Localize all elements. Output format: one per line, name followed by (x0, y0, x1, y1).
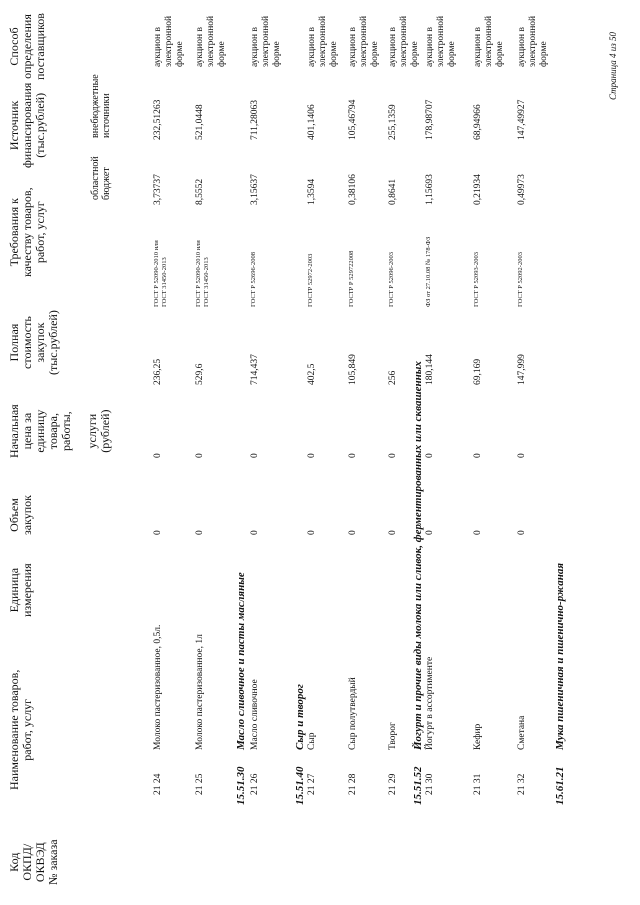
header-name: Наименование товаров, работ, услуг (7, 669, 34, 790)
row-method: аукцион в электронной форме (517, 15, 549, 67)
row-total: 147,999 (517, 354, 527, 385)
row-total: 714,437 (250, 354, 260, 385)
header-price: Начальная цена за единицу товара, работы, услуги (рублей) (7, 404, 112, 458)
row-method: аукцион в электронной форме (473, 15, 505, 67)
row-total: 402,5 (307, 363, 317, 385)
row-code: 21 32 (517, 773, 527, 795)
row-volume: 0 (425, 530, 435, 535)
row-code: 21 29 (388, 773, 398, 795)
row-name: Кефир (473, 723, 483, 750)
row-name: Сметана (517, 715, 527, 750)
row-requirements: ГОСТР 52972-2003 (307, 253, 314, 307)
row-name: Творог (388, 722, 398, 750)
row-requirements: ГОСТ Р 52092-2003 (517, 252, 524, 307)
row-extra: 105,46794 (348, 99, 358, 140)
row-code: 21 26 (250, 773, 260, 795)
row-code: 21 24 (153, 773, 163, 795)
header-code: Код ОКПД/ ОКВЭД № заказа (7, 839, 60, 885)
row-code: 21 27 (307, 773, 317, 795)
row-requirements: ФЗ от 27.10.08 № 178-ФЗ (425, 236, 432, 307)
row-volume: 0 (250, 530, 260, 535)
section-name: Сыр и творог (294, 684, 306, 750)
row-volume: 0 (517, 530, 527, 535)
row-regional: 8,5552 (195, 178, 205, 205)
row-volume: 0 (348, 530, 358, 535)
row-price: 0 (473, 453, 483, 458)
row-name: Сыр (307, 732, 317, 750)
row-volume: 0 (153, 530, 163, 535)
section-code: 15.61.21 (554, 766, 566, 805)
header-funding: Источник финансирования (тыс.рублей) (7, 82, 47, 168)
row-method: аукцион в электронной форме (250, 15, 282, 67)
section-name: Йогурт и прочие виды молока или сливок, ферментированных или сквашенных (412, 361, 424, 750)
row-name: Масло сливочное (250, 679, 260, 750)
section-name: Масло сливочное и пасты масляные (235, 572, 247, 750)
header-volume: Объем закупок (7, 495, 34, 535)
row-price: 0 (348, 453, 358, 458)
header-funding-extra: внебюджетные источники (90, 74, 112, 138)
row-regional: 3,73737 (153, 174, 163, 205)
row-price: 0 (425, 453, 435, 458)
row-extra: 521,0448 (195, 104, 205, 140)
row-price: 0 (195, 453, 205, 458)
row-extra: 232,51263 (153, 99, 163, 140)
row-regional: 1,15693 (425, 174, 435, 205)
row-regional: 0,49973 (517, 174, 527, 205)
section-code: 15.51.40 (294, 766, 306, 805)
row-volume: 0 (388, 530, 398, 535)
row-method: аукцион в электронной форме (195, 15, 227, 67)
row-total: 69,169 (473, 358, 483, 385)
row-name: Молоко пастеризованное, 1л (195, 634, 205, 750)
row-regional: 0,38106 (348, 174, 358, 205)
row-code: 21 28 (348, 773, 358, 795)
row-total: 105,849 (348, 354, 358, 385)
row-regional: 3,15637 (250, 174, 260, 205)
row-method: аукцион в электронной форме (348, 15, 380, 67)
row-regional: 0,8641 (388, 178, 398, 205)
row-requirements: ГОСТ Р 52093-2003 (473, 252, 480, 307)
row-name: Сыр полутвердый (348, 677, 358, 750)
row-method: аукцион в электронной форме (388, 15, 420, 67)
section-name: Мука пшеничная и пшенично-ржаная (554, 562, 566, 750)
page-number: Страница 4 из 50 (608, 32, 618, 100)
row-method: аукцион в электронной форме (425, 15, 457, 67)
section-code: 15.51.52 (412, 766, 424, 805)
header-funding-regional: областной бюджет (90, 156, 112, 200)
row-name: Йогурт в ассортименте (425, 656, 435, 750)
row-requirements: ГОСТ Р 52696-2008 (250, 252, 257, 307)
row-method: аукцион в электронной форме (307, 15, 339, 67)
row-name: Молоко пастеризованное, 0,5л. (153, 624, 163, 750)
header-requirements: Требования к качеству товаров, работ, услуг (7, 187, 47, 277)
row-requirements: ГОСТР Р 529722008 (348, 250, 355, 307)
row-volume: 0 (307, 530, 317, 535)
row-total: 180,144 (425, 354, 435, 385)
row-regional: 1,3594 (307, 178, 317, 205)
section-code: 15.51.30 (235, 766, 247, 805)
row-total: 236,25 (153, 358, 163, 385)
row-extra: 68,94966 (473, 104, 483, 140)
row-volume: 0 (473, 530, 483, 535)
row-price: 0 (153, 453, 163, 458)
row-volume: 0 (195, 530, 205, 535)
row-requirements: ГОСТ Р 52090-2010 или ГОСТ 31450-2013 (153, 240, 168, 307)
row-extra: 147,49927 (517, 99, 527, 140)
header-total: Полная стоимость закупок (тыс.рублей) (7, 310, 60, 375)
row-price: 0 (250, 453, 260, 458)
row-code: 21 31 (473, 773, 483, 795)
header-method: Способ определения поставщиков (7, 13, 47, 80)
row-regional: 0,21934 (473, 174, 483, 205)
row-extra: 178,98707 (425, 99, 435, 140)
row-extra: 255,1359 (388, 104, 398, 140)
row-price: 0 (517, 453, 527, 458)
row-total: 529,6 (195, 363, 205, 385)
row-requirements: ГОСТ Р 52090-2010 или ГОСТ 31450-2013 (195, 240, 210, 307)
row-price: 0 (307, 453, 317, 458)
row-method: аукцион в электронной форме (153, 15, 185, 67)
row-total: 256 (388, 370, 398, 385)
row-extra: 401,1406 (307, 104, 317, 140)
row-requirements: ГОСТ Р 52096-2003 (388, 252, 395, 307)
header-unit: Единица измерения (7, 563, 34, 617)
row-price: 0 (388, 453, 398, 458)
row-extra: 711,28063 (250, 99, 260, 140)
row-code: 21 30 (425, 773, 435, 795)
row-code: 21 25 (195, 773, 205, 795)
